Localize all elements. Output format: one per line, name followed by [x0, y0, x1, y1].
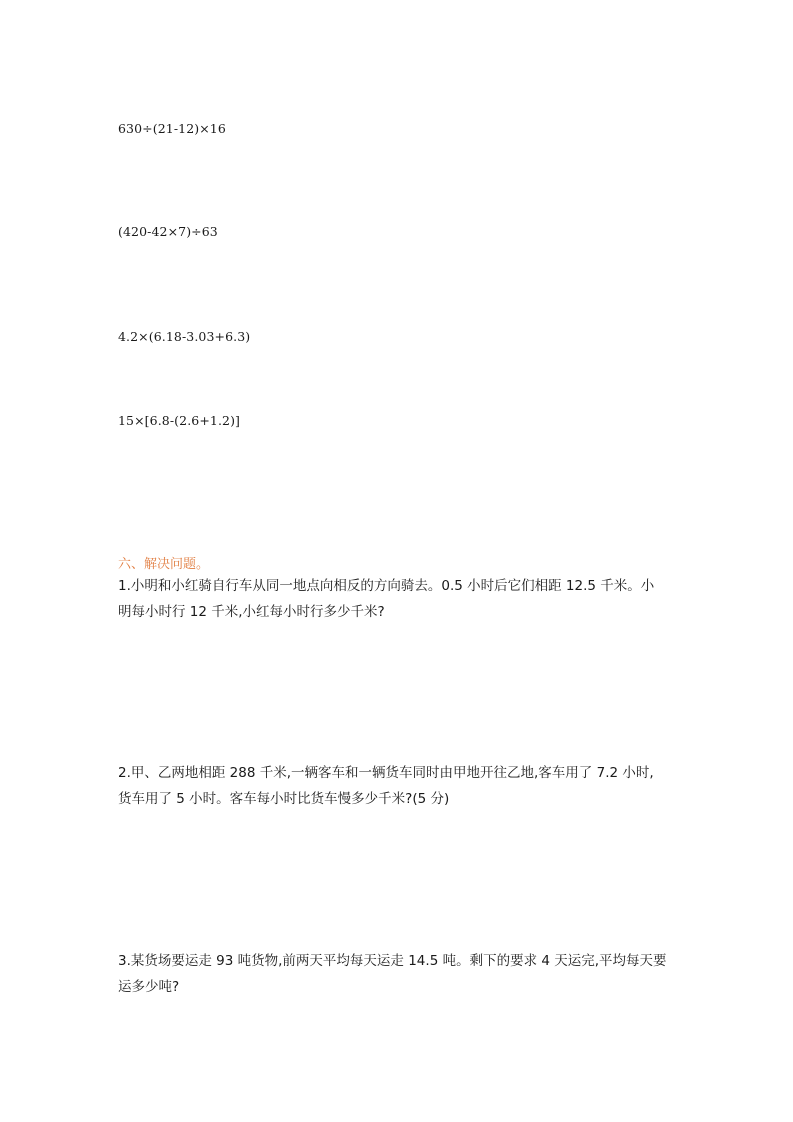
- problem-3: [118, 948, 678, 1000]
- calculation-3: 4.2×(6.18-3.03+6.3): [118, 329, 251, 344]
- problem-1-line-2: 明每小时行 12 千米,小红每小时行多少千米?: [118, 604, 385, 620]
- calculation-1: 630÷(21-12)×16: [118, 121, 226, 136]
- problem-1-line-1: 1.小明和小红骑自行车从同一地点向相反的方向骑去。0.5 小时后它们相距 12.5 千米。小: [118, 578, 655, 594]
- problem-1: [118, 573, 678, 625]
- section-heading: 六、解决问题。: [118, 557, 210, 572]
- calculation-4: 15×[6.8-(2.6+1.2)]: [118, 413, 241, 428]
- problem-2: [118, 760, 678, 812]
- problem-3-line-2: 运多少吨?: [118, 979, 180, 995]
- problem-3-line-1: 3.某货场要运走 93 吨货物,前两天平均每天运走 14.5 吨。剩下的要求 4 天运完,平均每天要: [118, 953, 667, 969]
- problem-2-line-2: 货车用了 5 小时。客车每小时比货车慢多少千米?(5 分): [118, 791, 450, 807]
- problem-2-line-1: 2.甲、乙两地相距 288 千米,一辆客车和一辆货车同时由甲地开往乙地,客车用了 7.2 小时,: [118, 765, 654, 781]
- calculation-2: (420-42×7)÷63: [118, 224, 218, 239]
